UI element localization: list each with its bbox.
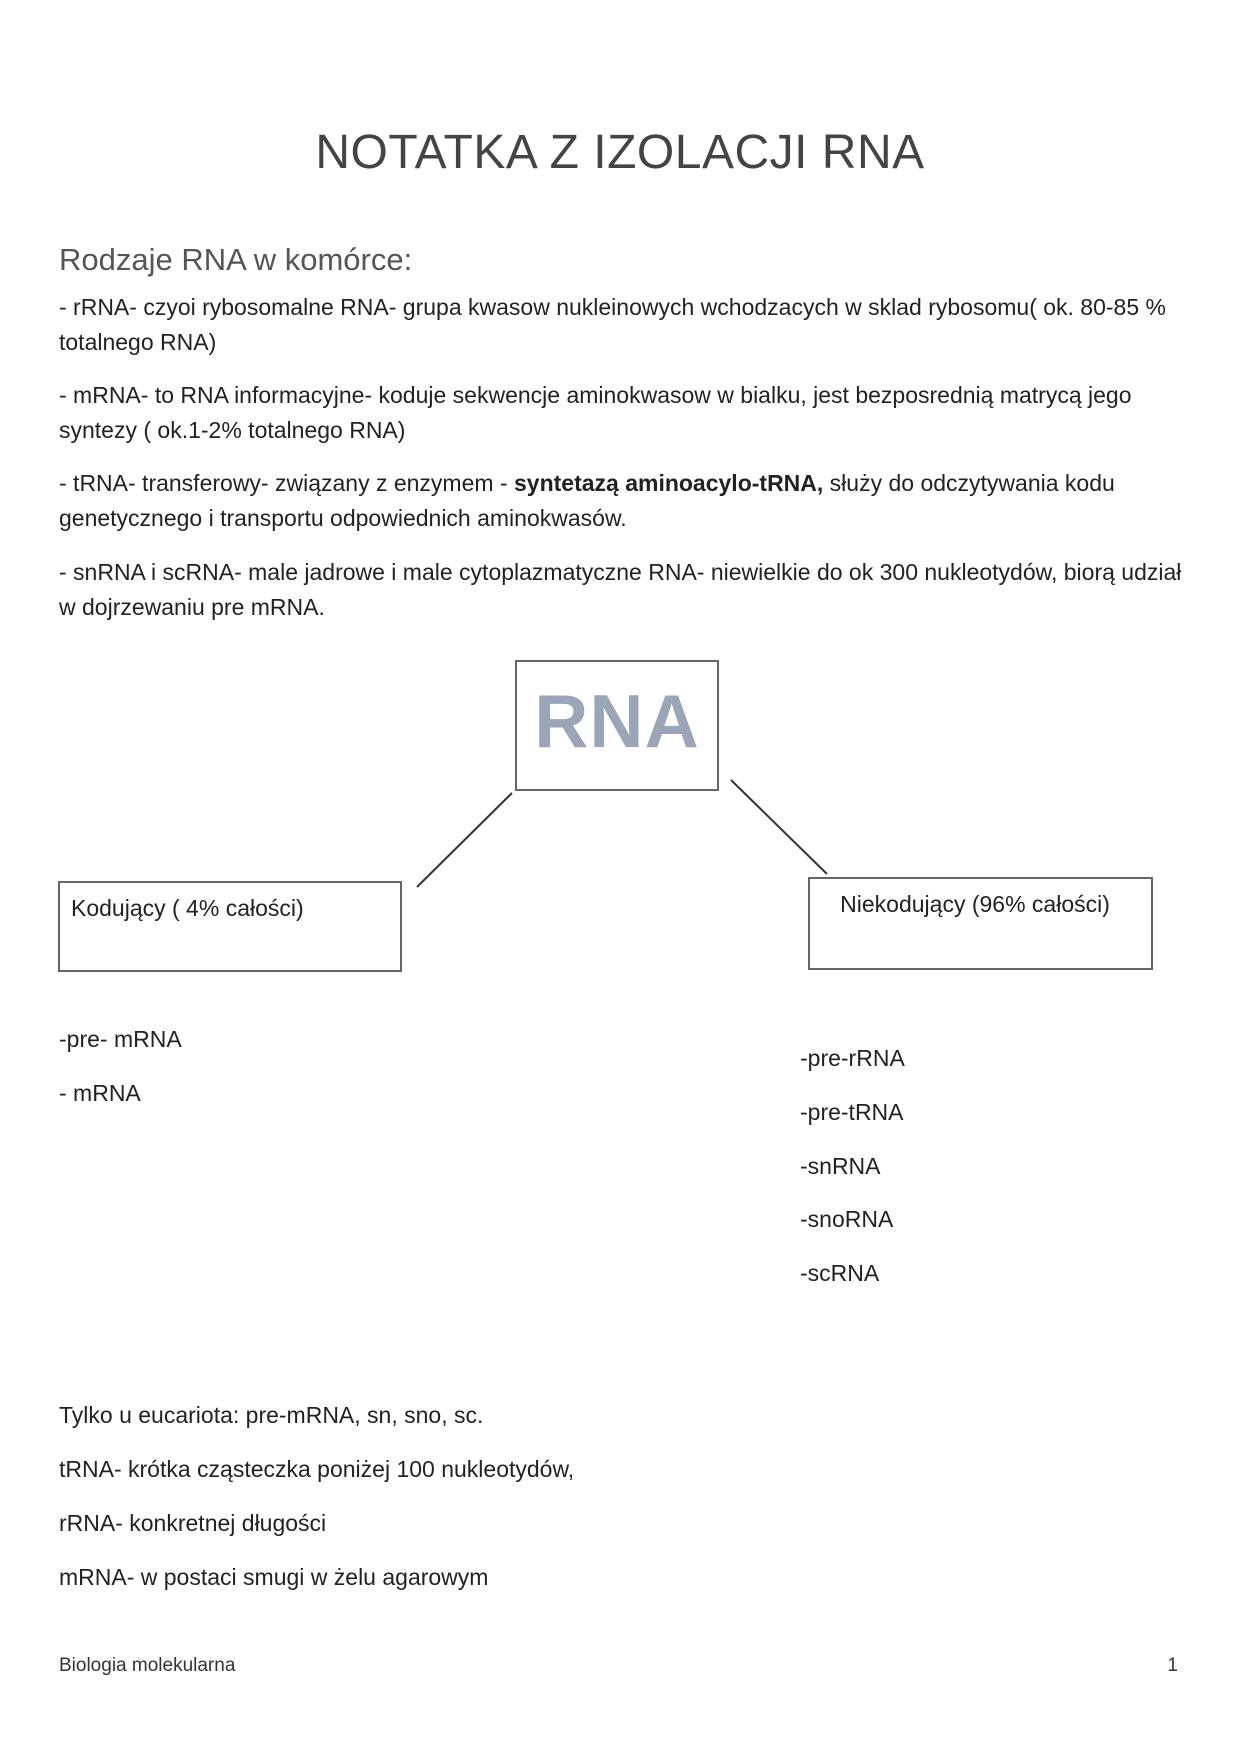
- connector-right: [731, 780, 827, 874]
- note-line: Tylko u eucariota: pre-mRNA, sn, sno, sc.: [59, 1402, 484, 1428]
- rna-root-label: RNA: [534, 679, 700, 763]
- noncoding-item: -scRNA: [800, 1260, 880, 1286]
- paragraph-trna-text-2: służy do odczytywania kodu genetycznego i transportu odpowiednich aminokwasów.: [59, 470, 1115, 531]
- note-line: mRNA- w postaci smugi w żelu agarowym: [59, 1564, 489, 1590]
- connector-left: [417, 793, 512, 887]
- coding-item: - mRNA: [59, 1080, 141, 1106]
- footer-page-number: 1: [1167, 1655, 1178, 1676]
- noncoding-item: -pre-tRNA: [800, 1099, 904, 1125]
- noncoding-item: -snoRNA: [800, 1206, 894, 1232]
- paragraph-trna-bold: syntetazą aminoacylo-tRNA,: [513, 470, 824, 496]
- note-line: tRNA- krótka cząsteczka poniżej 100 nukleotydów,: [59, 1456, 575, 1482]
- paragraph-mrna: - mRNA- to RNA informacyjne- koduje sekwencje aminokwasow w bialku, jest bezposrednią matrycą jego syntezy ( ok.1-2% totalnego RNA): [59, 382, 1132, 443]
- noncoding-item: -snRNA: [800, 1153, 881, 1179]
- noncoding-label-text: Niekodujący (96% całości): [840, 891, 1110, 917]
- noncoding-label: [821, 891, 1110, 917]
- paragraph-trna-text-1: - tRNA- transferowy- związany z enzymem -: [59, 470, 514, 496]
- paragraph-snrna: - snRNA i scRNA- male jadrowe i male cytoplazmatyczne RNA- niewielkie do ok 300 nukleotydów, biorą udział w dojrzewaniu pre mRNA.: [59, 559, 1182, 620]
- paragraph-rrna: - rRNA- czyoi rybosomalne RNA- grupa kwasow nukleinowych wchodzacych w sklad rybosomu( ok. 80-85 % totalnego RNA): [59, 294, 1166, 355]
- section-heading: Rodzaje RNA w komórce:: [59, 242, 413, 277]
- rna-root-box: [515, 660, 719, 791]
- coding-label: Kodujący ( 4% całości): [71, 895, 304, 921]
- footer-course-name: Biologia molekularna: [59, 1655, 236, 1676]
- noncoding-box: [808, 877, 1153, 970]
- note-line: rRNA- konkretnej długości: [59, 1510, 327, 1536]
- page-title: NOTATKA Z IZOLACJI RNA: [315, 126, 925, 179]
- noncoding-item: -pre-rRNA: [800, 1045, 905, 1071]
- coding-box: [58, 881, 402, 972]
- coding-item: -pre- mRNA: [59, 1026, 182, 1052]
